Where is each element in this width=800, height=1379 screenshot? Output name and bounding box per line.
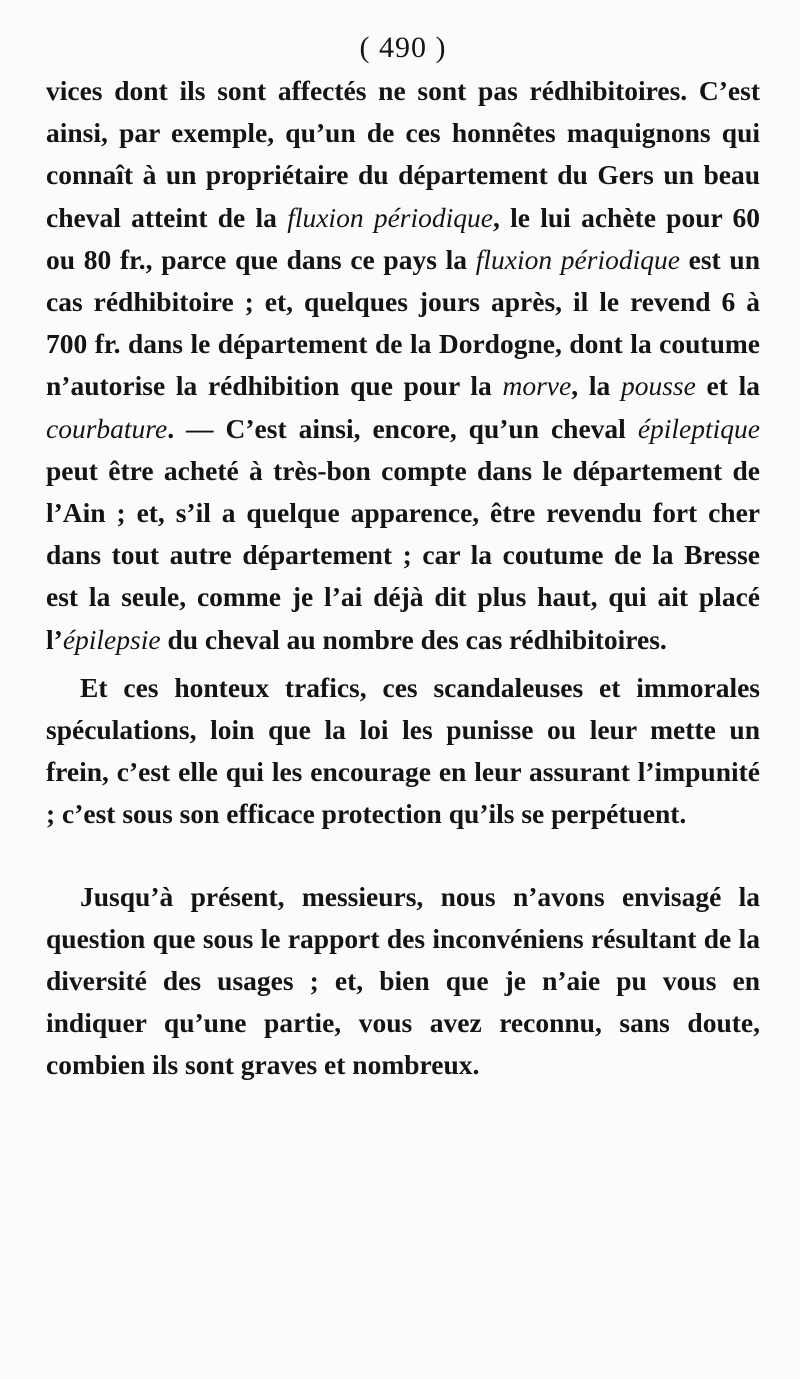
italic-term: courbature [46, 412, 168, 444]
italic-term: morve [502, 370, 572, 402]
page-number: ( 490 ) [359, 31, 447, 64]
italic-term: épileptique [637, 412, 760, 444]
italic-term: fluxion périodique [287, 201, 493, 233]
body-text [46, 70, 760, 1087]
italic-term: pousse [620, 370, 696, 402]
paragraph: vices dont ils sont affectés ne sont pas rédhibitoires. C’est ainsi, par exemple, qu’un de ces honnêtes maquignons qui connaît à un propriétaire du département du Gers un beau cheval atteint de la fluxion périodique, le lui achète pour 60 ou 80 fr., parce que dans ce pays la fluxion périodique est un cas rédhibitoire ; et, quelques jours après, il le revend 6 à 700 fr. dans le département de la Dordogne, dont la coutume n’autorise la rédhibition que pour la morve, la pousse et la courbature. — C’est ainsi, encore, qu’un cheval épileptique peut être acheté à très-bon compte dans le département de l’Ain ; et, s’il a quelque apparence, être revendu fort cher dans tout autre département ; car la coutume de la Bresse est la seule, comme je l’ai déjà dit plus haut, qui ait placé l’épilepsie du cheval au nombre des cas rédhibitoires. [46, 75, 761, 655]
paragraph: Et ces honteux trafics, ces scandaleuses et immorales spéculations, loin que la loi les punisse ou leur mette un frein, c’est elle qui les encourage en leur assurant l’impunité ; c’est sous son efficace protection qu’ils se perpétuent. [46, 671, 760, 830]
paragraph: Jusqu’à présent, messieurs, nous n’avons envisagé la question que sous le rapport des inconvéniens résultant de la diversité des usages ; et, bien que je n’aie pu vous en indiquer qu’une partie, vous avez reconnu, sans doute, combien ils sont graves et nombreux. [46, 880, 760, 1081]
italic-term: épilepsie [62, 623, 161, 655]
italic-term: fluxion périodique [475, 243, 680, 275]
